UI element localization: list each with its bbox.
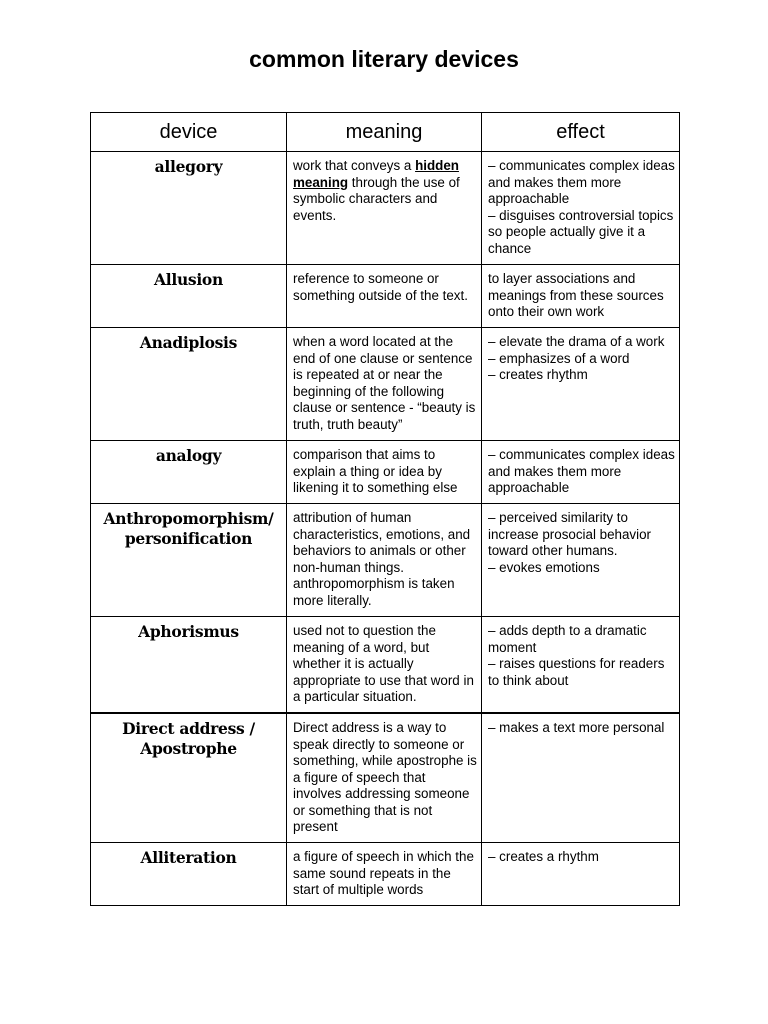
table-row — [91, 504, 680, 617]
table-row — [91, 441, 680, 504]
table-row — [91, 713, 680, 843]
effect-line: – perceived similarity to increase prosocial behavior toward other humans. — [488, 510, 652, 558]
column-header-effect: effect — [482, 113, 680, 152]
device-effect — [482, 152, 680, 265]
device-name: Anthropomorphism/ personification — [91, 504, 287, 617]
effect-line: – creates a rhythm — [488, 849, 599, 864]
table-row — [91, 152, 680, 265]
column-header-device: device — [91, 113, 287, 152]
device-effect — [482, 265, 680, 328]
table-row — [91, 265, 680, 328]
device-meaning — [287, 152, 482, 265]
device-effect — [482, 441, 680, 504]
effect-line: – evokes emotions — [488, 559, 600, 575]
device-effect — [482, 843, 680, 906]
device-name: analogy — [91, 441, 287, 504]
page-title: common literary devices — [249, 46, 519, 72]
device-name: allegory — [91, 152, 287, 265]
device-name: Aphorismus — [91, 617, 287, 714]
device-meaning: comparison that aims to explain a thing or idea by likening it to something else — [287, 441, 482, 504]
table-row — [91, 843, 680, 906]
device-effect — [482, 713, 680, 843]
effect-line: – emphasizes of a word — [488, 350, 630, 366]
effect-line: – creates rhythm — [488, 367, 588, 382]
meaning-highlight: hidden meaning — [293, 158, 459, 190]
table-row — [91, 617, 680, 714]
device-effect — [482, 504, 680, 617]
device-meaning: attribution of human characteristics, emotions, and behaviors to animals or other non-human things. anthropomorphism is taken more literally. — [287, 504, 482, 617]
effect-line: – raises questions for readers to think about — [488, 656, 665, 688]
effect-line: – elevate the drama of a work — [488, 334, 665, 349]
effect-line: – communicates complex ideas and makes them more approachable — [488, 158, 675, 206]
device-name: Anadiplosis — [91, 328, 287, 441]
effect-line: – adds depth to a dramatic moment — [488, 623, 647, 655]
effect-line: – disguises controversial topics so people actually give it a chance — [488, 207, 674, 256]
device-meaning: a figure of speech in which the same sound repeats in the start of multiple words — [287, 843, 482, 906]
device-meaning: reference to someone or something outside of the text. — [287, 265, 482, 328]
device-name: Allusion — [91, 265, 287, 328]
device-effect — [482, 617, 680, 714]
effect-line: – communicates complex ideas and makes them more approachable — [488, 447, 675, 495]
meaning-text: work that conveys a — [293, 158, 416, 173]
table-header-row — [91, 113, 680, 152]
device-meaning: used not to question the meaning of a word, but whether it is actually appropriate to use that word in a particular situation. — [287, 617, 482, 714]
device-meaning: when a word located at the end of one clause or sentence is repeated at or near the beginning of the following clause or sentence - “beauty is truth, truth beauty” — [287, 328, 482, 441]
device-name: Direct address / Apostrophe — [91, 713, 287, 843]
meaning-text: through the use of symbolic characters and events. — [293, 174, 460, 223]
device-meaning: Direct address is a way to speak directly to someone or something, while apostrophe is a figure of speech that involves addressing someone or something that is not present — [287, 713, 482, 843]
effect-line: – makes a text more personal — [488, 720, 665, 735]
device-name: Alliteration — [91, 843, 287, 906]
literary-devices-table — [90, 112, 680, 906]
table-row — [91, 328, 680, 441]
column-header-meaning: meaning — [287, 113, 482, 152]
effect-line: to layer associations and meanings from these sources onto their own work — [488, 271, 664, 319]
device-effect — [482, 328, 680, 441]
